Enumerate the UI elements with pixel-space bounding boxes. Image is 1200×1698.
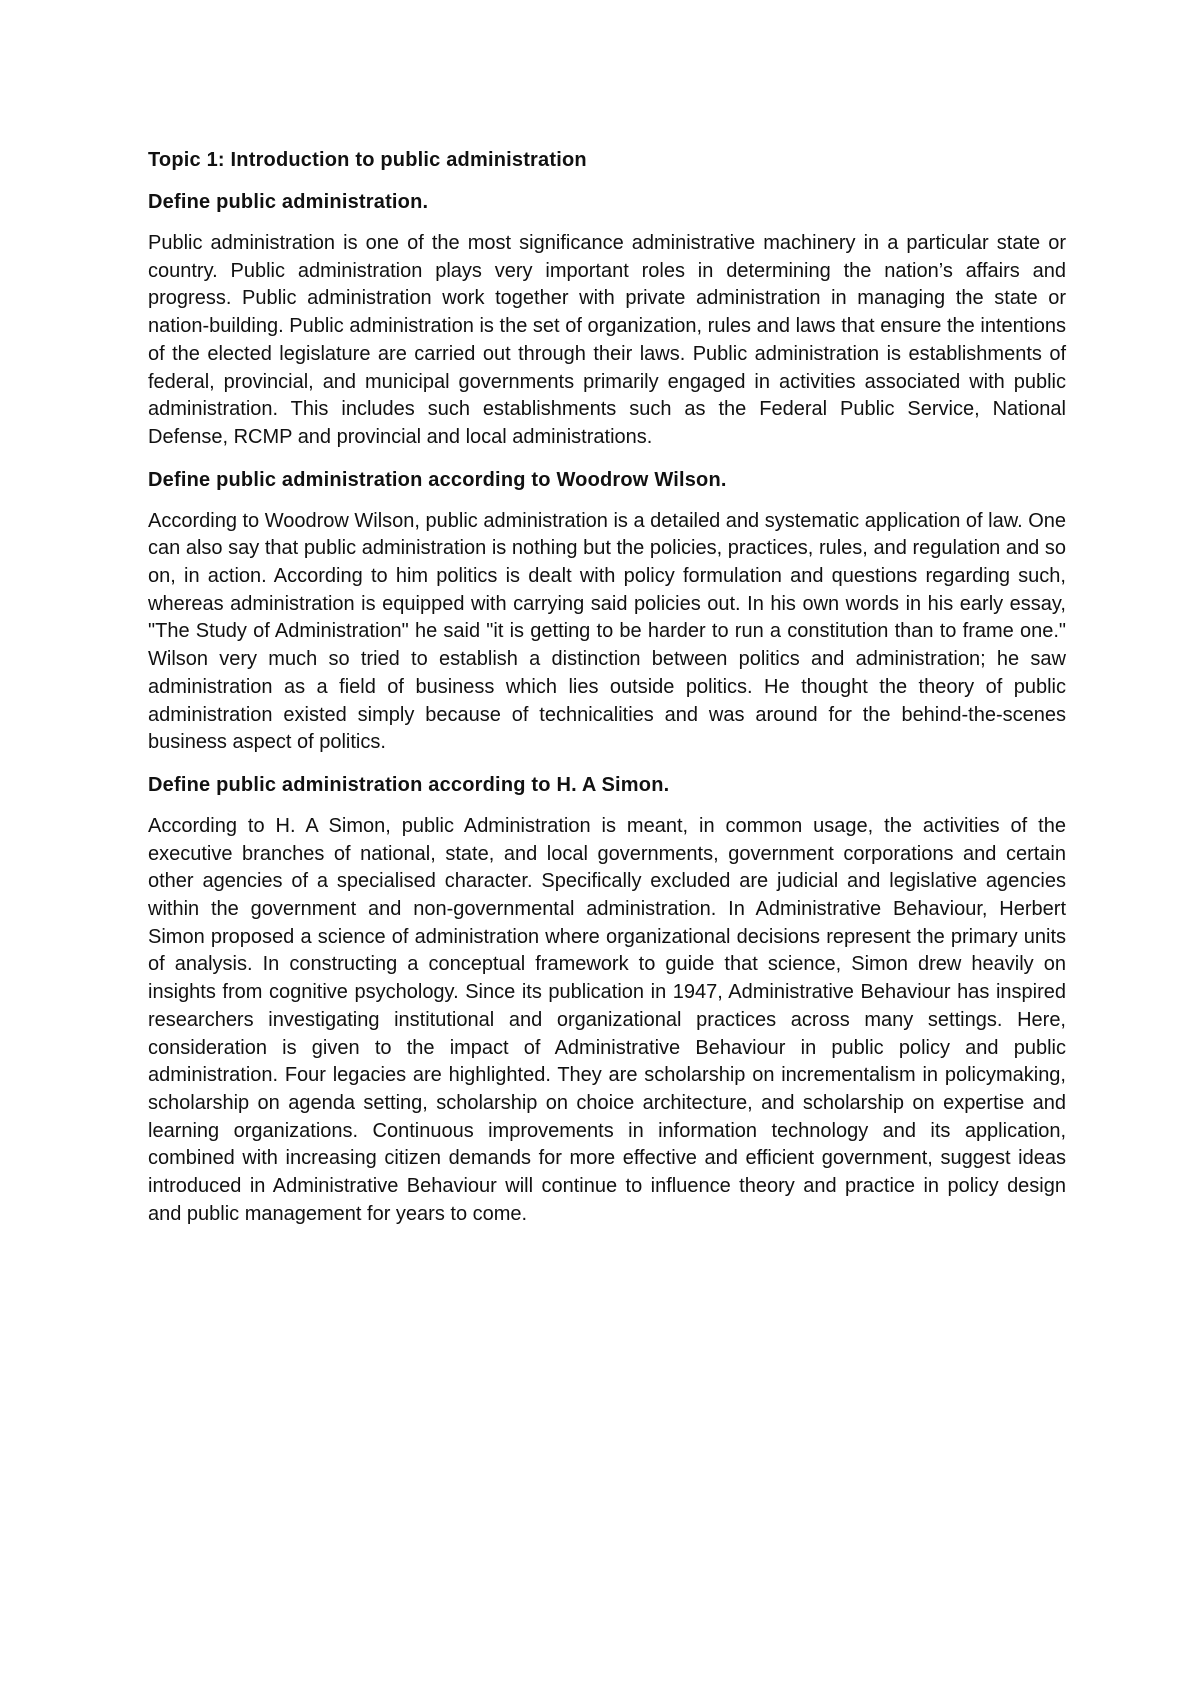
section-body-wilson: According to Woodrow Wilson, public administration is a detailed and systematic application of law. One can also say that public administration is nothing but the policies, practices, rules, and regulation and so on, in action. According to him politics is dealt with policy formulation and questions regarding such, whereas administration is equipped with carrying said policies out. In his own words in his early essay, "The Study of Administration" he said "it is getting to be harder to run a constitution than to frame one." Wilson very much so tried to establish a distinction between politics and administration; he saw administration as a field of business which lies outside politics. He thought the theory of public administration existed simply because of technicalities and was around for the behind-the-scenes business aspect of politics. bbox=[148, 509, 1066, 754]
section-heading-define: Define public administration. bbox=[148, 191, 429, 213]
section-heading-simon: Define public administration according to H. A Simon. bbox=[148, 773, 670, 796]
topic-title: Topic 1: Introduction to public administration bbox=[148, 149, 587, 171]
section-body-simon: According to H. A Simon, public Administration is meant, in common usage, the activities of the executive branches of national, state, and local governments, government corporations and certain other agencies of a specialised character. Specifically excluded are judicial and legislative agencies within the government and non-governmental administration. In Administrative Behaviour, Herbert Simon proposed a science of administration where organizational decisions represent the primary units of analysis. In constructing a conceptual framework to guide that science, Simon drew heavily on insights from cognitive psychology. Since its publication in 1947, Administrative Behaviour has inspired researchers investigating institutional and organizational practices across many settings. Here, consideration is given to the impact of Administrative Behaviour in public policy and public administration. Four legacies are highlighted. They are scholarship on incrementalism in policymaking, scholarship on agenda setting, scholarship on choice architecture, and scholarship on expertise and learning organizations. Continuous improvements in information technology and its application, combined with increasing citizen demands for more effective and efficient government, suggest ideas introduced in Administrative Behaviour will continue to influence theory and practice in policy design and public management for years to come. bbox=[148, 814, 1066, 1225]
document-content bbox=[148, 146, 1066, 1243]
section-body-define: Public administration is one of the most significance administrative machinery in a particular state or country. Public administration plays very important roles in determining the nation’s affairs and progress. Public administration work together with private administration in managing the state or nation-building. Public administration is the set of organization, rules and laws that ensure the intentions of the elected legislature are carried out through their laws. Public administration is establishments of federal, provincial, and municipal governments primarily engaged in activities associated with public administration. This includes such establishments such as the Federal Public Service, National Defense, RCMP and provincial and local administrations. bbox=[148, 232, 1066, 448]
section-heading-wilson: Define public administration according to Woodrow Wilson. bbox=[148, 468, 727, 491]
